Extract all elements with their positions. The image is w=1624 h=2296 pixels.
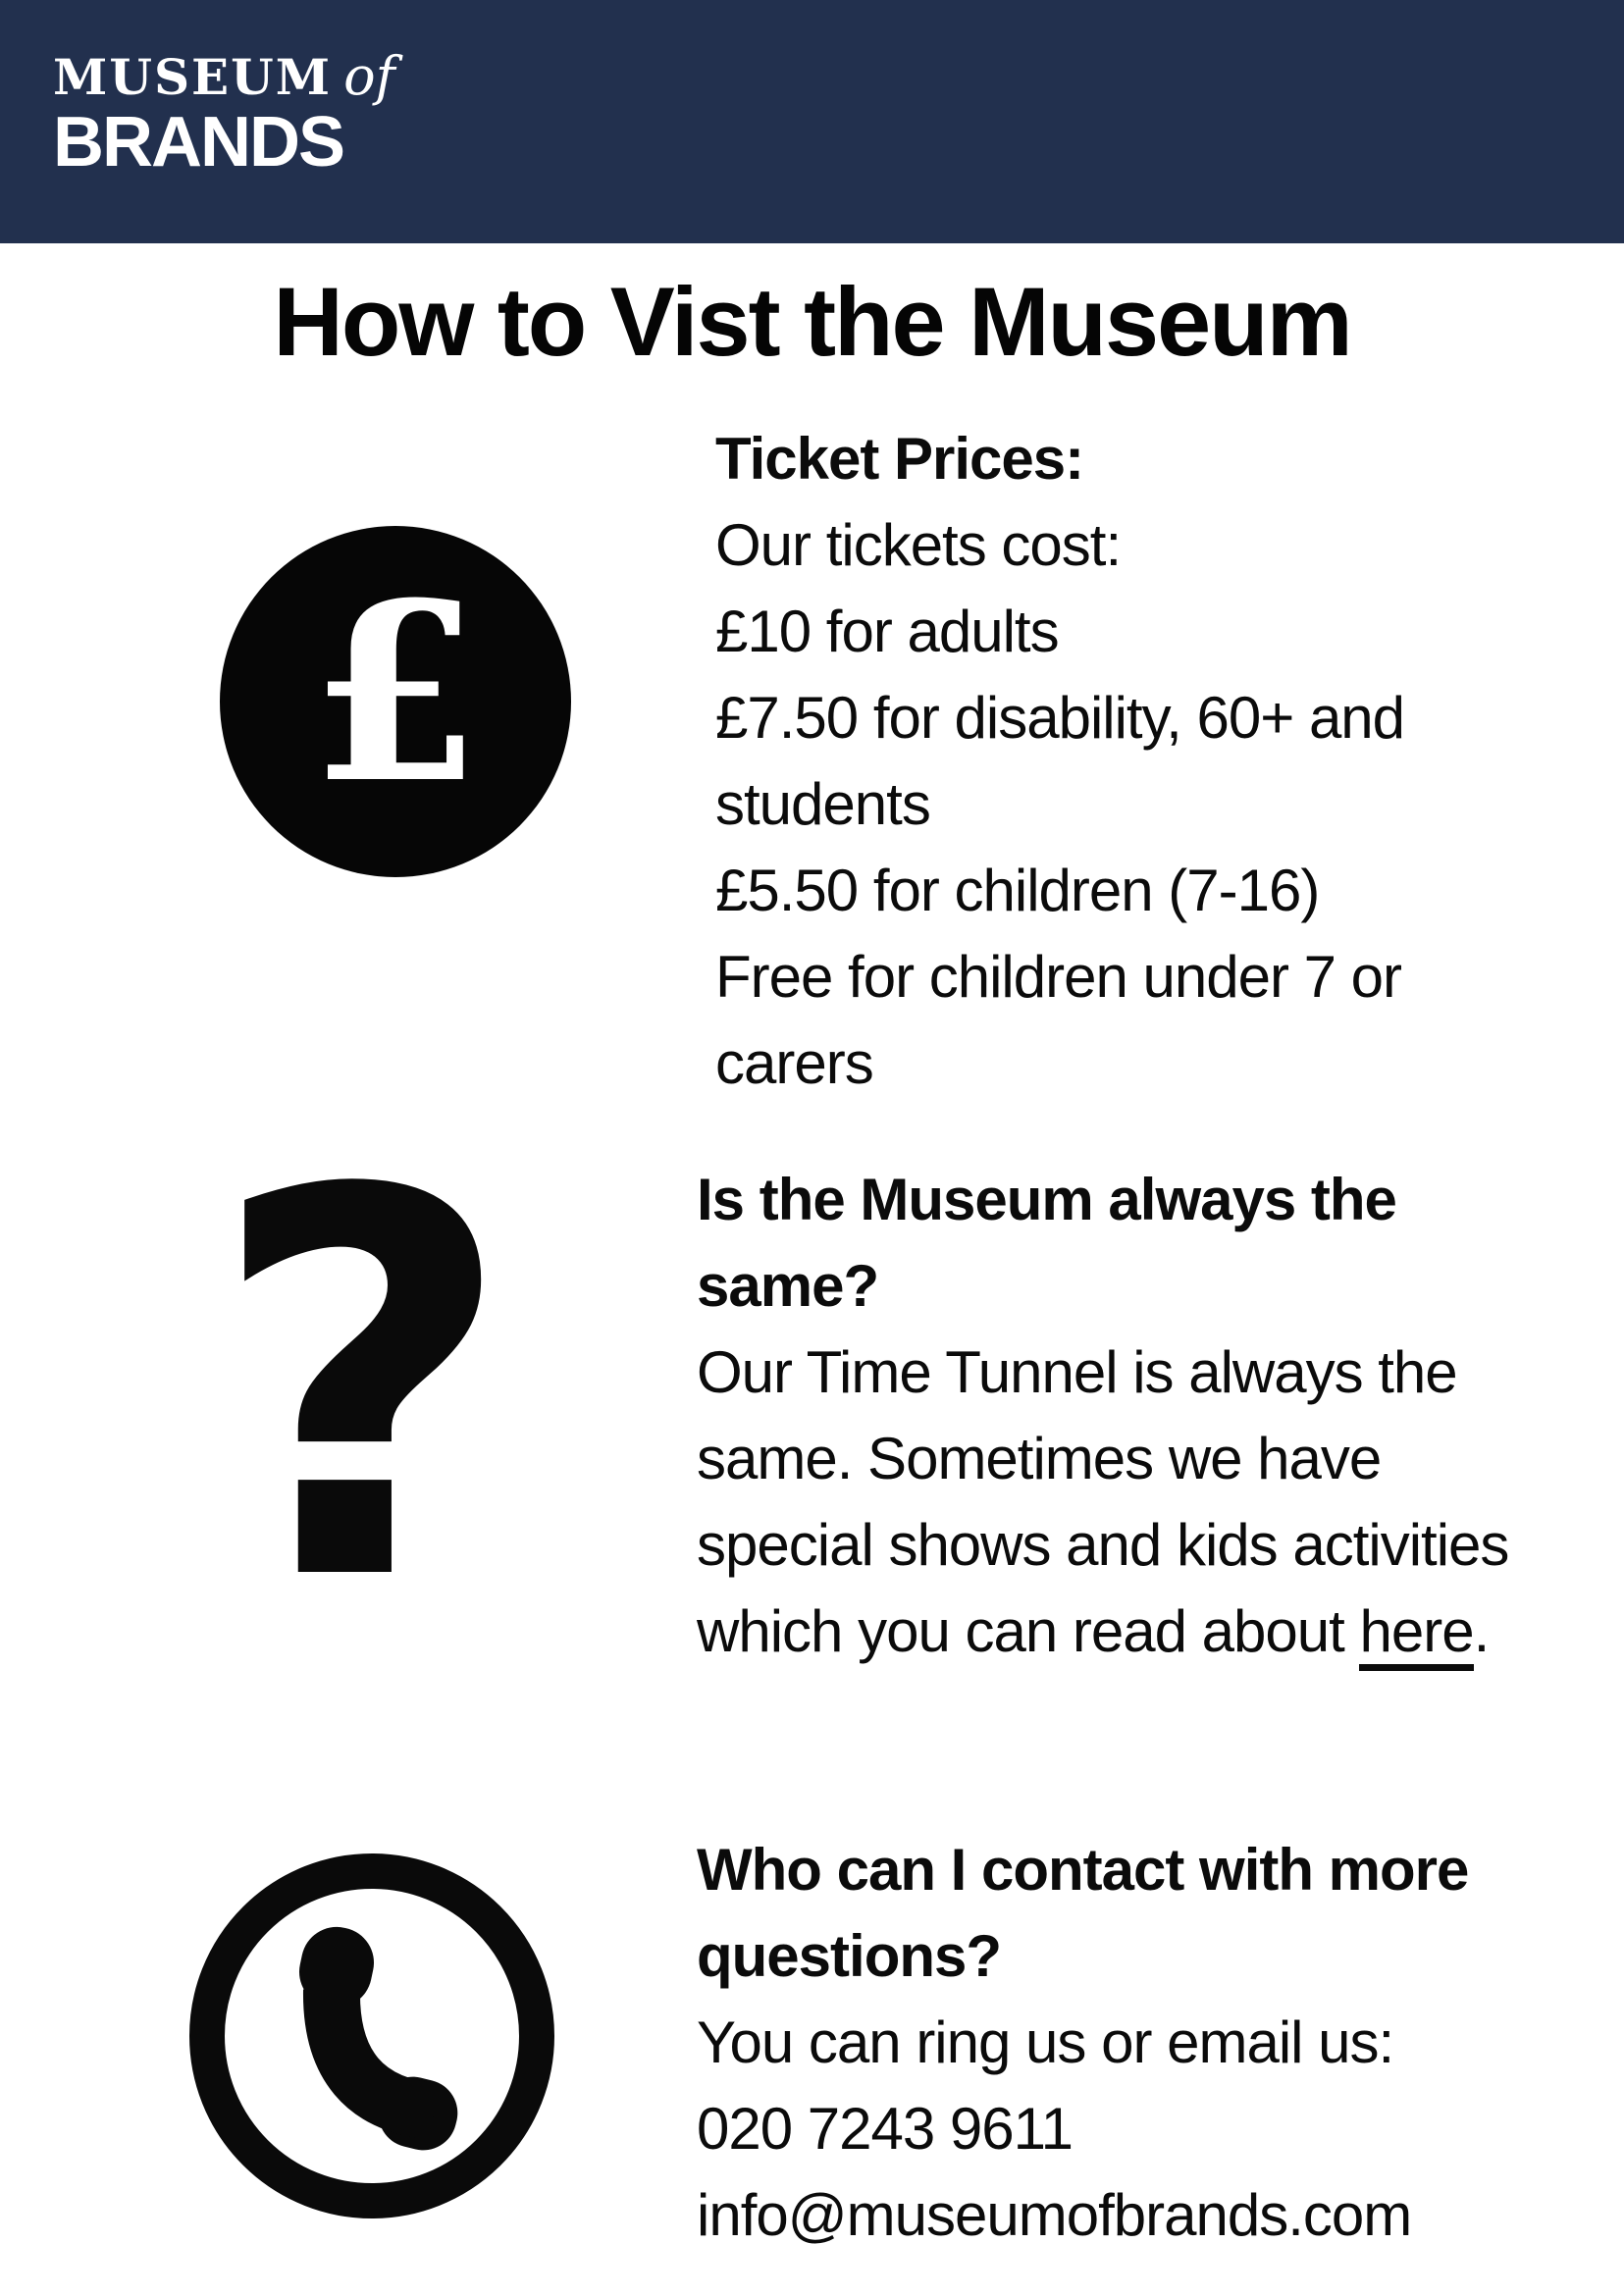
section-museum-always-same <box>697 1157 1508 1675</box>
body-line: £10 for adults <box>715 599 1059 664</box>
section-ticket-prices <box>715 416 1404 1107</box>
body-line: £7.50 for disability, 60+ and <box>715 685 1405 751</box>
link-suffix-text: . <box>1473 1598 1490 1664</box>
body-line: You can ring us or email us: <box>697 2009 1394 2075</box>
pound-symbol: £ <box>310 548 481 837</box>
body-line-with-link <box>697 1589 1508 1675</box>
body-line: Free for children under 7 or <box>715 944 1402 1010</box>
section-heading: Is the Museum always the <box>697 1167 1396 1232</box>
body-line: special shows and kids activities <box>697 1512 1509 1578</box>
body-line: Our Time Tunnel is always the <box>697 1339 1457 1405</box>
section-heading: Who can I contact with more <box>697 1837 1469 1903</box>
section-contact <box>697 1827 1468 2259</box>
header-banner <box>0 0 1624 243</box>
body-line: students <box>715 771 930 837</box>
phone-circle-icon <box>186 1851 557 2221</box>
body-line: Our tickets cost: <box>715 512 1122 578</box>
logo-museum-of <box>53 45 395 107</box>
body-line: same. Sometimes we have <box>697 1426 1382 1491</box>
logo-of-text: of <box>343 45 395 107</box>
body-line: carers <box>715 1030 873 1096</box>
here-link[interactable]: here <box>1359 1598 1473 1671</box>
page-title: How to Vist the Museum <box>273 267 1351 376</box>
section-heading: questions? <box>697 1923 1002 1989</box>
section-heading: Ticket Prices: <box>715 426 1084 492</box>
question-mark-icon: ? <box>208 1081 516 1697</box>
logo-museum-text: MUSEUM <box>53 48 333 106</box>
pound-circle-icon <box>220 526 571 877</box>
body-line: £5.50 for children (7-16) <box>715 858 1320 923</box>
link-prefix-text: which you can read about <box>697 1598 1360 1664</box>
logo-brands-text: BRANDS <box>53 103 344 182</box>
section-heading: same? <box>697 1253 879 1319</box>
museum-of-brands-logo <box>53 45 395 182</box>
phone-number-text: 020 7243 9611 <box>697 2096 1073 2162</box>
email-text: info@museumofbrands.com <box>697 2182 1412 2248</box>
